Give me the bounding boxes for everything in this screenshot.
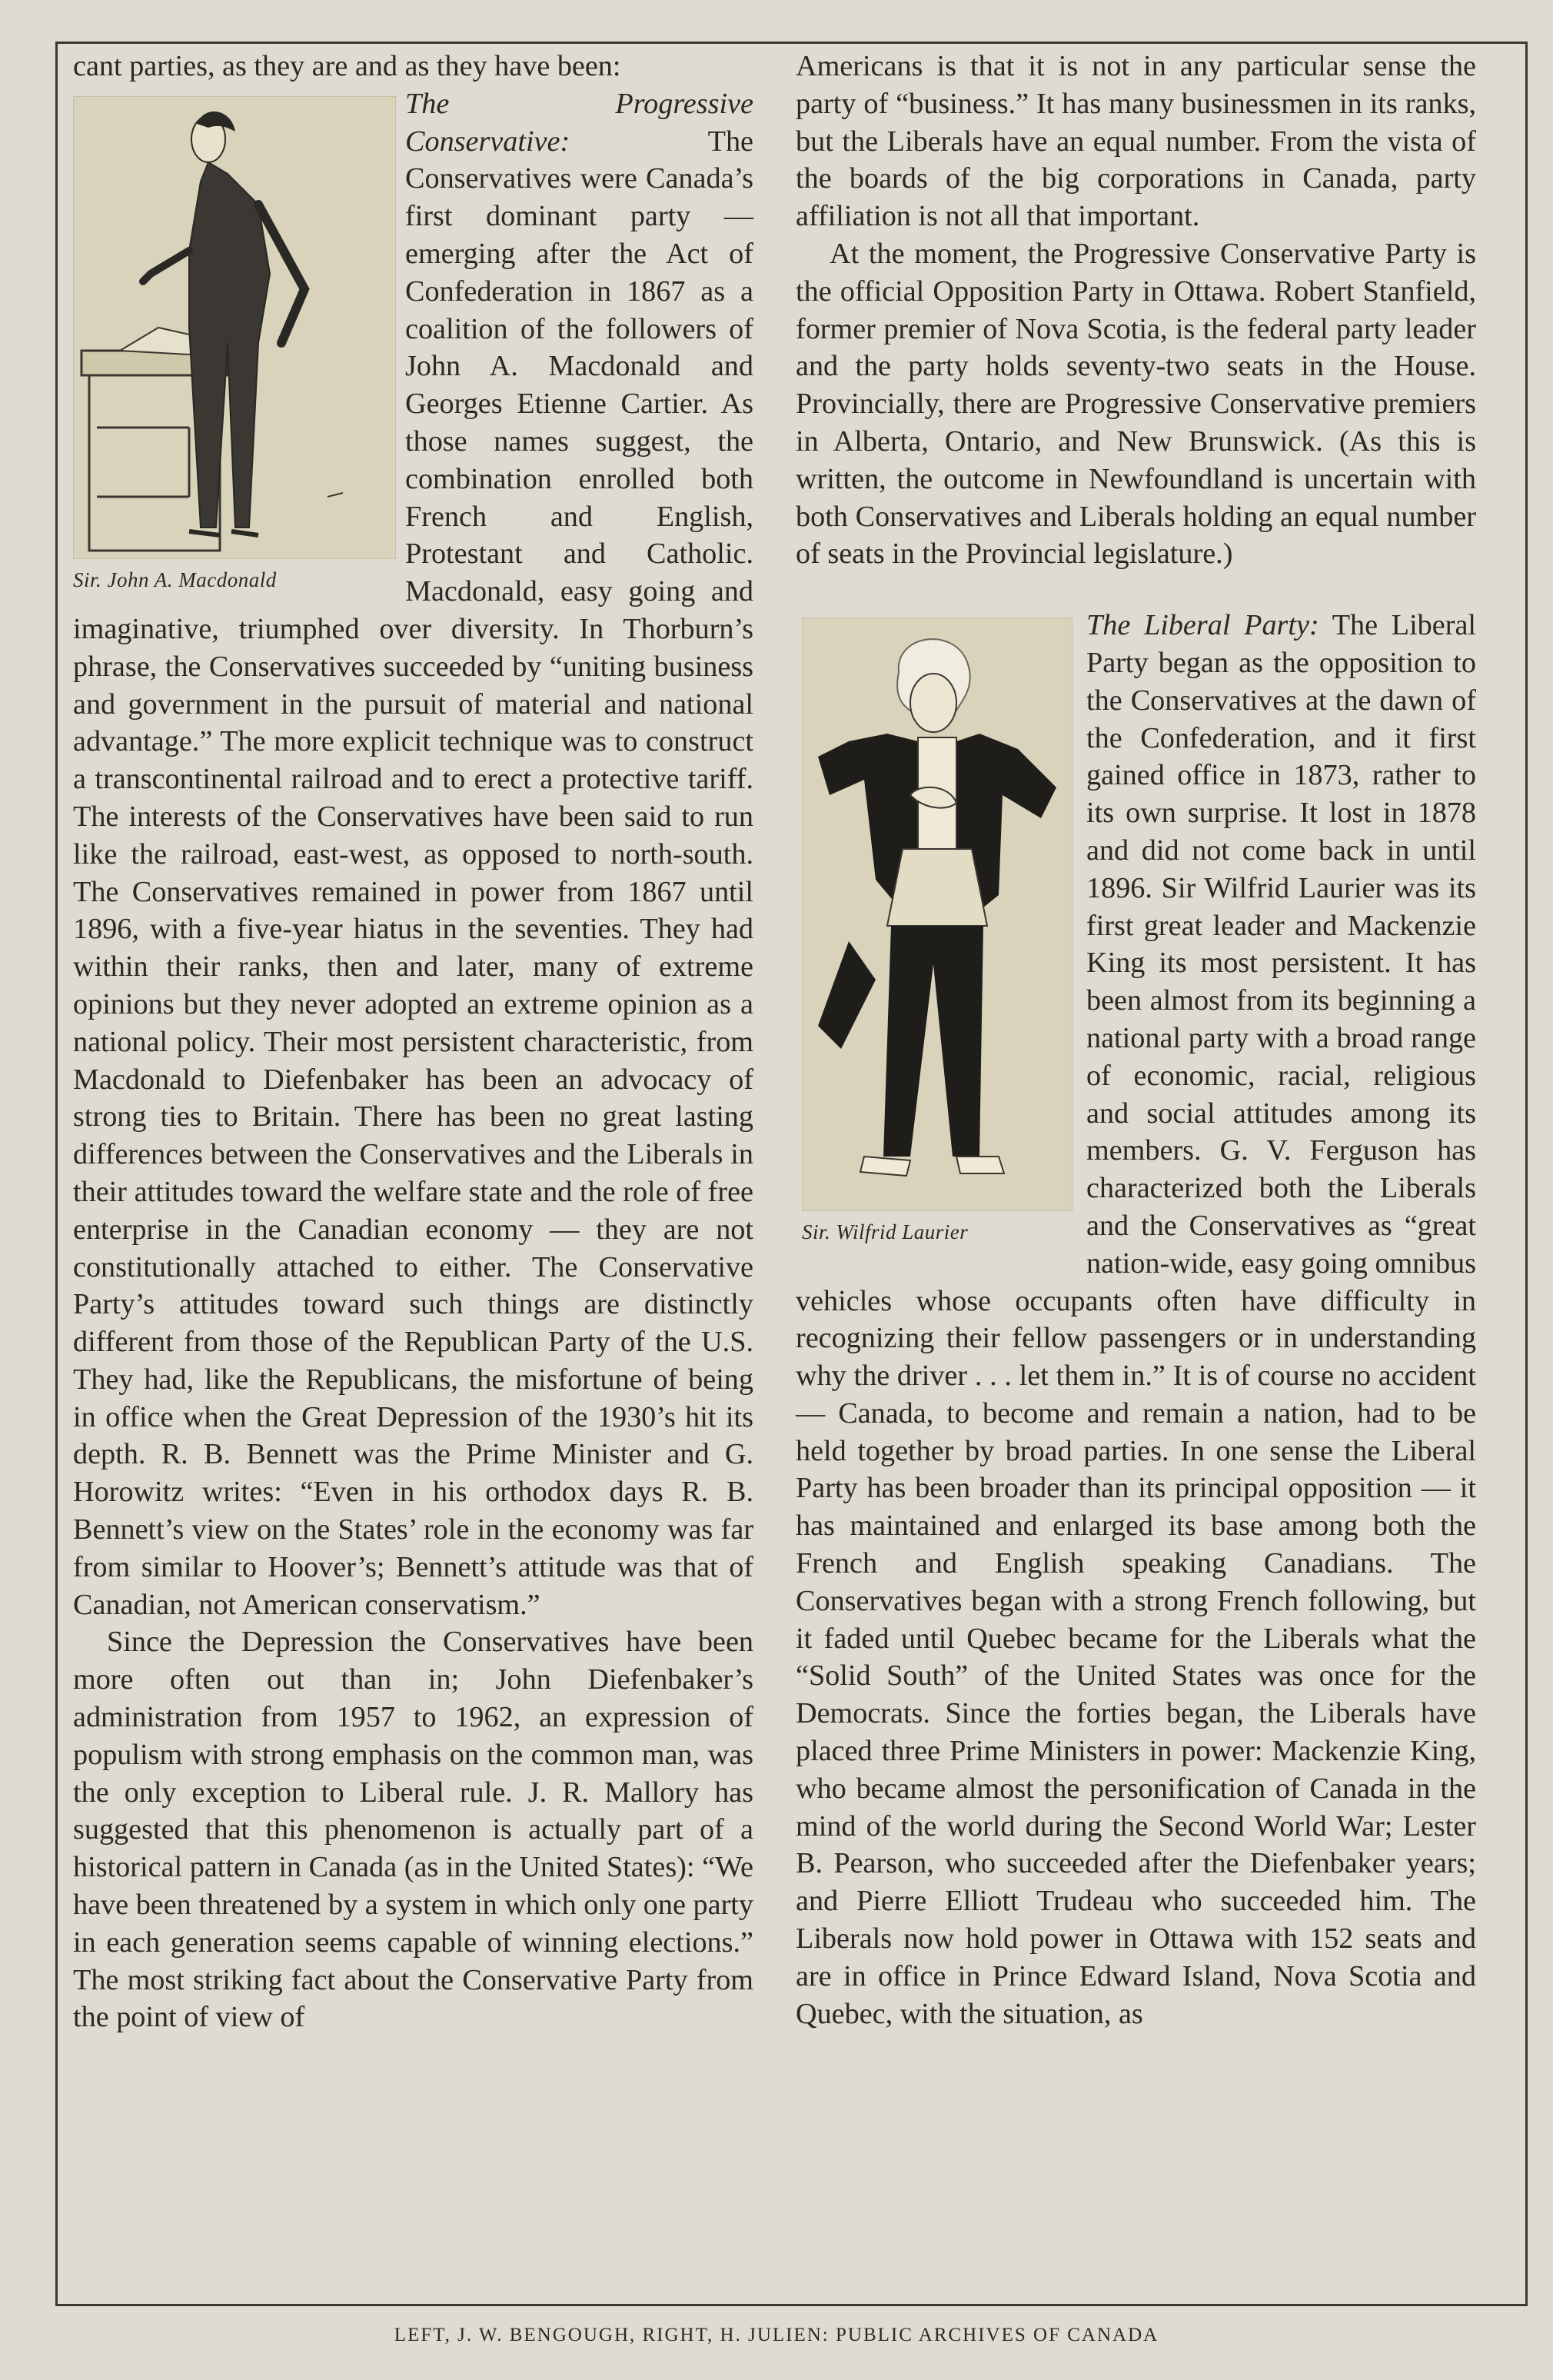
laurier-caption: Sir. Wilfrid Laurier xyxy=(802,1220,969,1244)
macdonald-drawing xyxy=(74,97,395,558)
paragraph-gap xyxy=(796,573,1476,607)
left-intro-line: cant parties, as they are and as they have been: xyxy=(73,50,621,82)
liberal-party-heading: The Liberal Party: xyxy=(1086,609,1319,642)
laurier-drawing xyxy=(803,618,1072,1210)
macdonald-caption: Sir. John A. Macdonald xyxy=(73,568,277,591)
photo-credit-text: LEFT, J. W. BENGOUGH, RIGHT, H. JULIEN: PUBLIC ARCHIVES OF CANADA xyxy=(394,2325,1159,2345)
right-column xyxy=(796,48,1476,2032)
americans-paragraph: Americans is that it is not in any particular sense the party of “business.” It has many businessmen in its ranks, but the Liberals have an equal number. From the vista of the boards of the big corporations in Canada, party affiliation is not all that important. xyxy=(796,50,1476,233)
liberal-party-text: The Liberal Party began as the opposition to the Conservatives at the dawn of the Confederation, and it first gained office in 1873, rather to its own surprise. It lost in 1878 and did not come back in until 1896. Sir Wilfrid Laurier was its first great leader and Mackenzie King its most persistent. It has been almost from its beginning a national party with a broad range of economic, racial, religious and social attitudes among its members. G. V. Ferguson has characterized both the Liberals and the Conservatives as “great nation-wide, easy going omnibus vehicles whose occupants often have difficulty in recognizing their fellow passengers or in understanding why the driver . . . let them in.” It is of course no accident — Canada, to become and remain a nation, had to be held together by broad parties. In one sense the Liberal Party has been broader than its principal opposition — it has maintained and enlarged its base among both the French and English speaking Canadians. The Conservatives began with a strong French following, but it faded until Quebec became for the Liberals what the “Solid South” of the United States was once for the Democrats. Since the forties began, the Liberals have placed three Prime Ministers in power: Mackenzie King, who became almost the personification of Canada in the mind of the world during the Second World War; Lester B. Pearson, who succeeded after the Diefenbaker years; and Pierre Elliott Trudeau who succeeded him. The Liberals now hold power in Ottawa with 152 seats and are in office in Prince Edward Island, Nova Scotia and Quebec, with the situation, as xyxy=(796,609,1477,2030)
macdonald-caricature-illustration xyxy=(73,96,396,559)
depression-paragraph: Since the Depression the Conservatives have been more often out than in; John Diefenbaker’s administration from 1957 to 1962, an expression of populism with strong emphasis on the common man, was the only exception to Liberal rule. J. R. Mallory has suggested that this phenomenon is actually part of a historical pattern in Canada (as in the United States): “We have been threatened by a system in which only one party in each generation seems capable of winning elections.” The most striking fact about the Conservative Party from the point of view of xyxy=(73,1626,753,2034)
laurier-caricature-illustration xyxy=(802,617,1072,1211)
progressive-conservative-text: The Conservatives were Canada’s first dominant party — emerging after the Act of Confederation in 1867 as a coalition of the followers of John A. Macdonald and Georges Etienne Cartier. As those names suggest, the combination enrolled both French and English, Protestant and Catholic. Macdonald, easy going and imaginative, triumphed over diversity. In Thorburn’s phrase, the Conservatives succeeded by “uniting business and government in the pursuit of material and national advantage.” The more explicit technique was to construct a transcontinental railroad and to erect a protective tariff. The interests of the Conservatives have been said to run like the railroad, east-west, as opposed to north-south. The Conservatives remained in power from 1867 until 1896, with a five-year hiatus in the seventies. They had within their ranks, then and later, many of extreme opinions but they never adopted an extreme opinion as a national policy. Their most persistent characteristic, from Macdonald to Diefenbaker has been an advocacy of strong ties to Britain. There has been no great lasting differences between the Conservatives and the Liberals in their attitudes toward the welfare state and the role of free enterprise in the Canadian economy — they are not constitutionally attached to either. The Conservative Party’s attitudes toward such things are distinctly different from those of the Republican Party of the U.S. They had, like the Republicans, the misfortune of being in office when the Great Depression of the 1930’s hit its depth. R. B. Bennett was the Prime Minister and G. Horowitz writes: “Even in his orthodox days R. B. Bennett’s view on the States’ role in the economy was far from similar to Hoover’s; Bennett’s attitude was that of Canadian, not American conservatism.” xyxy=(73,125,753,1621)
laurier-figure xyxy=(802,617,1071,1245)
macdonald-figure xyxy=(73,96,394,593)
left-column xyxy=(73,48,753,2036)
opposition-paragraph: At the moment, the Progressive Conservative Party is the official Opposition Party in Ottawa. Robert Stanfield, former premier of Nova Scotia, is the federal party leader and the party holds seventy-two seats in the House. Provincially, there are Progressive Conservative premiers in Alberta, Ontario, and New Brunswick. (As this is written, the outcome in Newfoundland is uncertain with both Conservatives and Liberals holding an equal number of seats in the Provincial legislature.) xyxy=(796,237,1476,571)
progressive-conservative-heading: The Progressive Conservative: xyxy=(405,87,753,158)
photo-credit-footer xyxy=(0,2322,1553,2346)
